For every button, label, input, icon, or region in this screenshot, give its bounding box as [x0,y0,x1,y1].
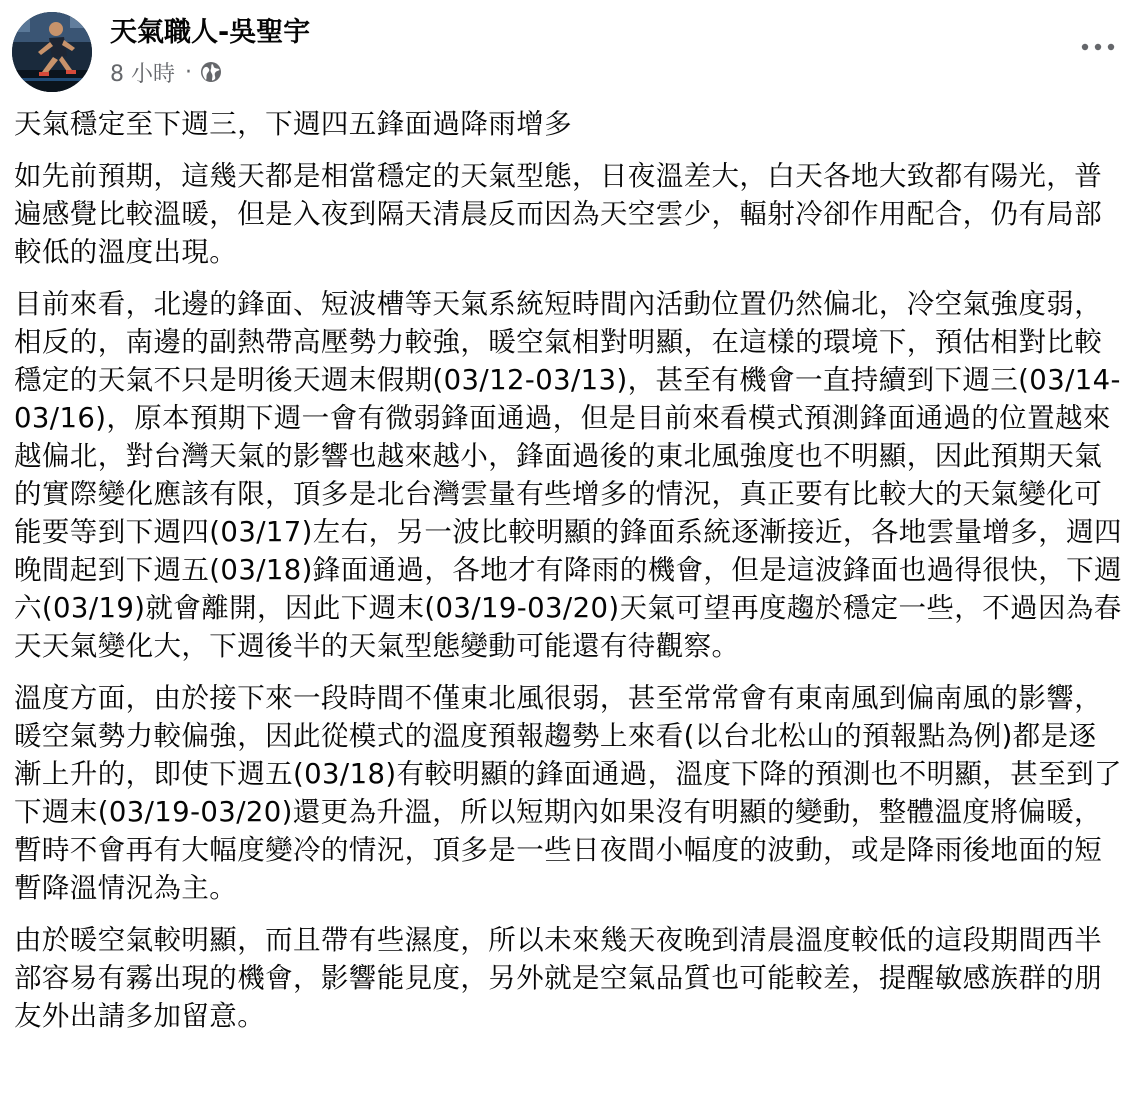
more-options-button[interactable] [1076,32,1120,62]
post-paragraph-temperature: 溫度方面，由於接下來一段時間不僅東北風很弱，甚至常常會有東南風到偏南風的影響，暖空氣勢力較偏強，因此從模式的溫度預報趨勢上來看(以台北松山的預報點為例)都是逐漸上升的，即使下週五(03/18)有較明顯的鋒面通過，溫度下降的預測也不明顯，甚至到了下週末(03/19-03/20)還更為升溫，所以短期內如果沒有明顯的變動，整體溫度將偏暖，暫時不會再有大幅度變冷的情況，頂多是一些日夜間小幅度的波動，或是降雨後地面的短暫降溫情況為主。 [14,682,1122,904]
author-avatar[interactable] [12,12,92,92]
author-name[interactable]: 天氣職人-吳聖宇 [110,17,311,48]
post-body [14,105,1124,1049]
more-options-icon [1081,43,1115,51]
post-meta [110,57,222,87]
globe-icon[interactable] [200,61,222,83]
post-header [12,10,1124,92]
post-timestamp[interactable]: 8 小時 [110,61,175,87]
post-paragraph-intro: 如先前預期，這幾天都是相當穩定的天氣型態，日夜溫差大，白天各地大致都有陽光，普遍感覺比較溫暖，但是入夜到隔天清晨反而因為天空雲少，輻射冷卻作用配合，仍有局部較低的溫度出現。 [14,160,1103,268]
meta-separator: · [185,59,192,85]
avatar-photo-runner [12,12,92,92]
post-headline: 天氣穩定至下週三，下週四五鋒面過降雨增多 [14,108,572,140]
post-paragraph-fog: 由於暖空氣較明顯，而且帶有些濕度，所以未來幾天夜晚到清晨溫度較低的這段期間西半部容易有霧出現的機會，影響能見度，另外就是空氣品質也可能較差，提醒敏感族群的朋友外出請多加留意。 [14,924,1103,1032]
post-paragraph-forecast: 目前來看，北邊的鋒面、短波槽等天氣系統短時間內活動位置仍然偏北，冷空氣強度弱，相反的，南邊的副熱帶高壓勢力較強，暖空氣相對明顯，在這樣的環境下，預估相對比較穩定的天氣不只是明後天週末假期(03/12-03/13)，甚至有機會一直持續到下週三(03/14-03/16)，原本預期下週一會有微弱鋒面通過，但是目前來看模式預測鋒面通過的位置越來越偏北，對台灣天氣的影響也越來越小，鋒面過後的東北風強度也不明顯，因此預期天氣的實際變化應該有限，頂多是北台灣雲量有些增多的情況，真正要有比較大的天氣變化可能要等到下週四(03/17)左右，另一波比較明顯的鋒面系統逐漸接近，各地雲量增多，週四晚間起到下週五(03/18)鋒面通過，各地才有降雨的機會，但是這波鋒面也過得很快，下週六(03/19)就會離開，因此下週末(03/19-03/20)天氣可望再度趨於穩定一些，不過因為春天天氣變化大，下週後半的天氣型態變動可能還有待觀察。 [14,288,1122,662]
